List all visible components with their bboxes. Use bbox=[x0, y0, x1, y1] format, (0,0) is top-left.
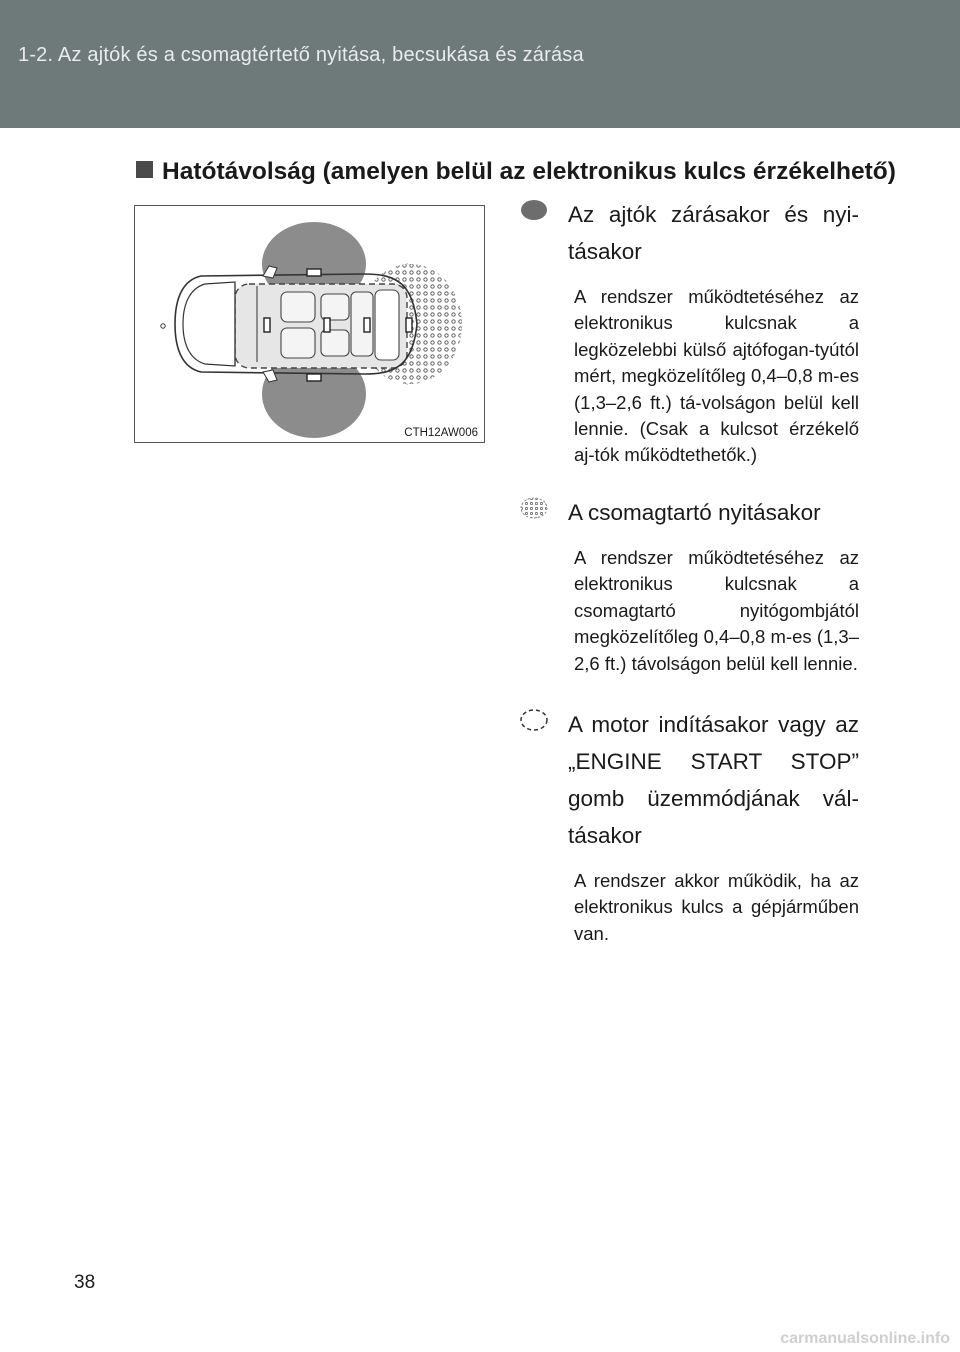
car-range-figure bbox=[134, 205, 485, 443]
list-item bbox=[519, 196, 859, 469]
list-item bbox=[519, 494, 859, 677]
watermark: carmanualsonline.info bbox=[780, 1330, 950, 1347]
item-body: A rendszer működtetéséhez az elektronikus kulcsnak a legközelebbi külső ajtófogan-tyútól mért, megközelítőleg 0,4–0,8 m-es (1,3–2,6 ft.) tá-volságon belül kell lennie. (Csak a kulcsot érzékelő aj-tók működtethetők.) bbox=[574, 286, 859, 466]
item-title: Az ajtók zárásakor és nyi-tásakor bbox=[568, 202, 859, 264]
item-body: A rendszer akkor működik, ha az elektronikus kulcs a gépjárműben van. bbox=[574, 870, 859, 944]
car-top-view-diagram bbox=[135, 206, 483, 441]
section-title: 1-2. Az ajtók és a csomagtértető nyitása, becsukása és zárása bbox=[18, 44, 584, 66]
item-title: A csomagtartó nyitásakor bbox=[568, 500, 821, 525]
dark-filled-zone-icon bbox=[519, 198, 549, 222]
heading-text: Hatótávolság (amelyen belül az elektronikus kulcs érzékelhető) bbox=[162, 158, 896, 185]
page-number: 38 bbox=[74, 1272, 96, 1293]
item-title: A motor indításakor vagy az „ENGINE START STOP” gomb üzemmódjának vál-tásakor bbox=[568, 712, 859, 848]
dotted-zone-icon bbox=[519, 496, 549, 520]
figure-code: CTH12AW006 bbox=[404, 427, 478, 439]
page-header bbox=[0, 0, 960, 128]
section-heading bbox=[136, 158, 896, 186]
list-item bbox=[519, 706, 859, 947]
square-bullet-icon bbox=[136, 161, 153, 178]
item-body: A rendszer működtetéséhez az elektronikus kulcsnak a csomagtartó nyitógombjától megközelítőleg 0,4–0,8 m-es (1,3–2,6 ft.) távolságon belül kell lennie. bbox=[574, 547, 859, 674]
dashed-zone-icon bbox=[519, 708, 549, 732]
